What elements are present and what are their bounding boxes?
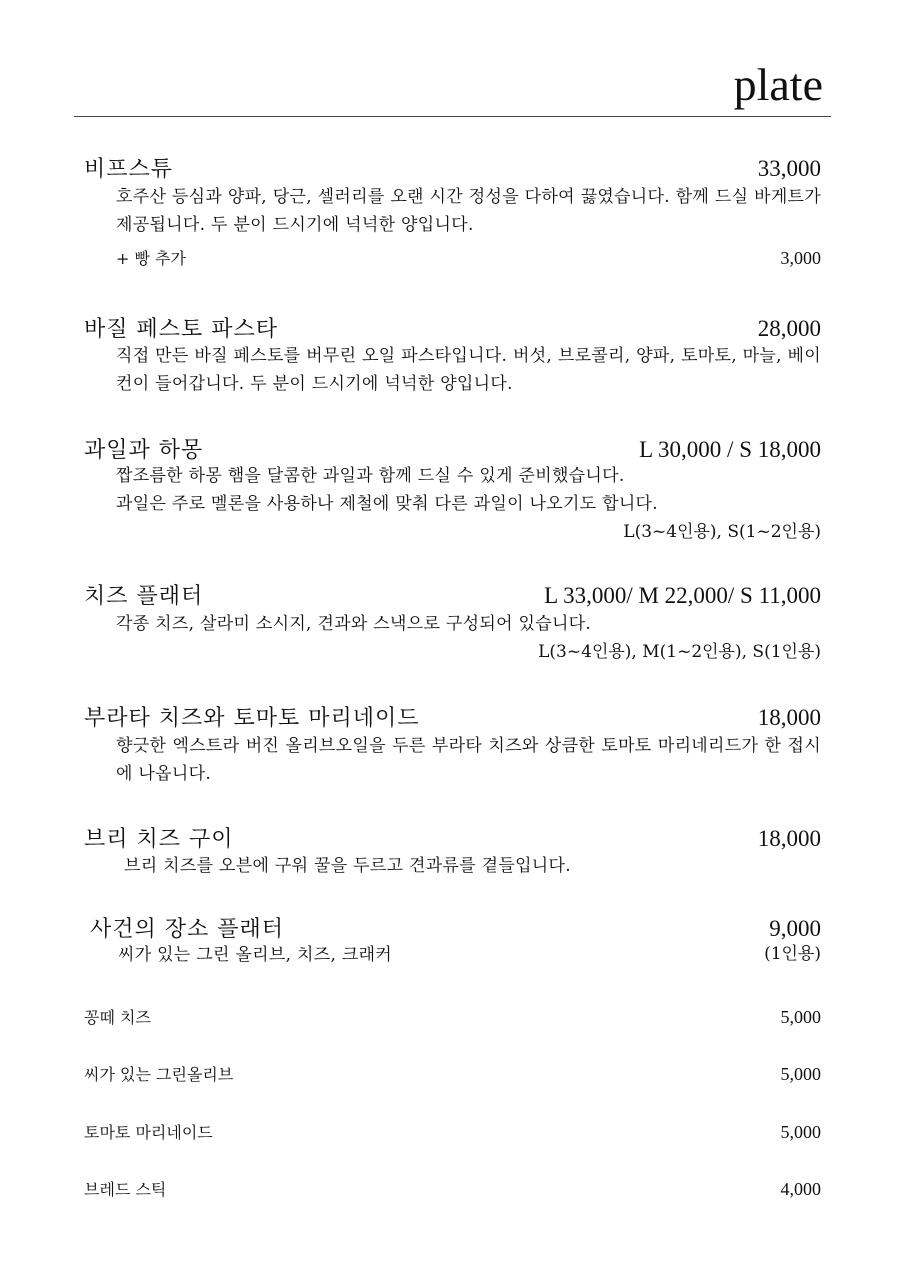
item-description: 브리 치즈를 오븐에 구워 꿀을 두르고 견과류를 곁들입니다. [124, 856, 571, 876]
menu-item-baked-brie [84, 822, 821, 853]
serving-note: (1인용) [764, 944, 821, 964]
menu-item-basil-pesto-pasta [84, 312, 821, 343]
item-price: 18,000 [757, 705, 821, 730]
menu-item-cheese-platter [84, 579, 821, 610]
item-price: 9,000 [769, 916, 821, 941]
item-price: L 30,000 / S 18,000 [639, 437, 821, 462]
item-price: 28,000 [757, 316, 821, 341]
side-name: 씨가 있는 그린올리브 [84, 1065, 234, 1084]
side-name: 꽁떼 치즈 [84, 1008, 151, 1027]
item-name: 사건의 장소 플래터 [90, 917, 285, 942]
side-name: 브레드 스틱 [84, 1180, 167, 1199]
item-name: 바질 페스토 파스타 [84, 317, 279, 342]
item-name: 과일과 하몽 [84, 438, 204, 463]
side-price: 5,000 [780, 1007, 821, 1027]
item-price: 33,000 [757, 156, 821, 181]
item-description: 호주산 등심과 양파, 당근, 셀러리를 오랜 시간 정성을 다하여 끓였습니다. 함께 드실 바게트가 제공됩니다. 두 분이 드시기에 넉넉한 양입니다. [116, 187, 821, 235]
item-description: 각종 치즈, 살라미 소시지, 견과와 스낵으로 구성되어 있습니다. [116, 614, 592, 634]
menu-item-fruit-jamon [84, 433, 821, 464]
item-description [116, 462, 821, 518]
addon-price: 3,000 [780, 248, 821, 268]
serving-note: L(3~4인용), S(1~2인용) [623, 522, 821, 542]
side-item [84, 1177, 821, 1200]
serving-note: L(3~4인용), M(1~2인용), S(1인용) [538, 642, 821, 662]
addon-name: + 빵 추가 [116, 249, 186, 268]
item-description: 씨가 있는 그린 올리브, 치즈, 크래커 [118, 945, 393, 965]
addon-row [116, 246, 821, 269]
menu-item-scene-platter [90, 912, 821, 943]
item-name: 치즈 플래터 [84, 584, 204, 609]
description-line: 과일은 주로 멜론을 사용하나 제철에 맞춰 다른 과일이 나오기도 합니다. [116, 494, 658, 514]
menu-item-burrata-tomato [84, 701, 821, 732]
item-name: 비프스튜 [84, 157, 174, 182]
side-item [84, 1005, 821, 1028]
side-item [84, 1120, 821, 1143]
side-price: 5,000 [780, 1122, 821, 1142]
item-name: 브리 치즈 구이 [84, 827, 234, 852]
item-description: 향긋한 엑스트라 버진 올리브오일을 두른 부라타 치즈와 상큼한 토마토 마리네리드가 한 접시에 나옵니다. [116, 736, 821, 784]
item-price: 18,000 [757, 826, 821, 851]
menu-item-beef-stew [84, 152, 821, 183]
side-item [84, 1062, 821, 1085]
side-name: 토마토 마리네이드 [84, 1123, 213, 1142]
item-price: L 33,000/ M 22,000/ S 11,000 [544, 583, 821, 608]
title-divider [74, 116, 831, 117]
item-description: 직접 만든 바질 페스토를 버무린 오일 파스타입니다. 버섯, 브로콜리, 양파, 토마토, 마늘, 베이컨이 들어갑니다. 두 분이 드시기에 넉넉한 양입니다. [116, 346, 821, 394]
description-line: 짭조름한 하몽 햄을 달콤한 과일과 함께 드실 수 있게 준비했습니다. [116, 466, 625, 486]
side-price: 5,000 [780, 1064, 821, 1084]
menu-title: plate [733, 59, 823, 110]
side-price: 4,000 [780, 1179, 821, 1199]
item-name: 부라타 치즈와 토마토 마리네이드 [84, 706, 420, 731]
